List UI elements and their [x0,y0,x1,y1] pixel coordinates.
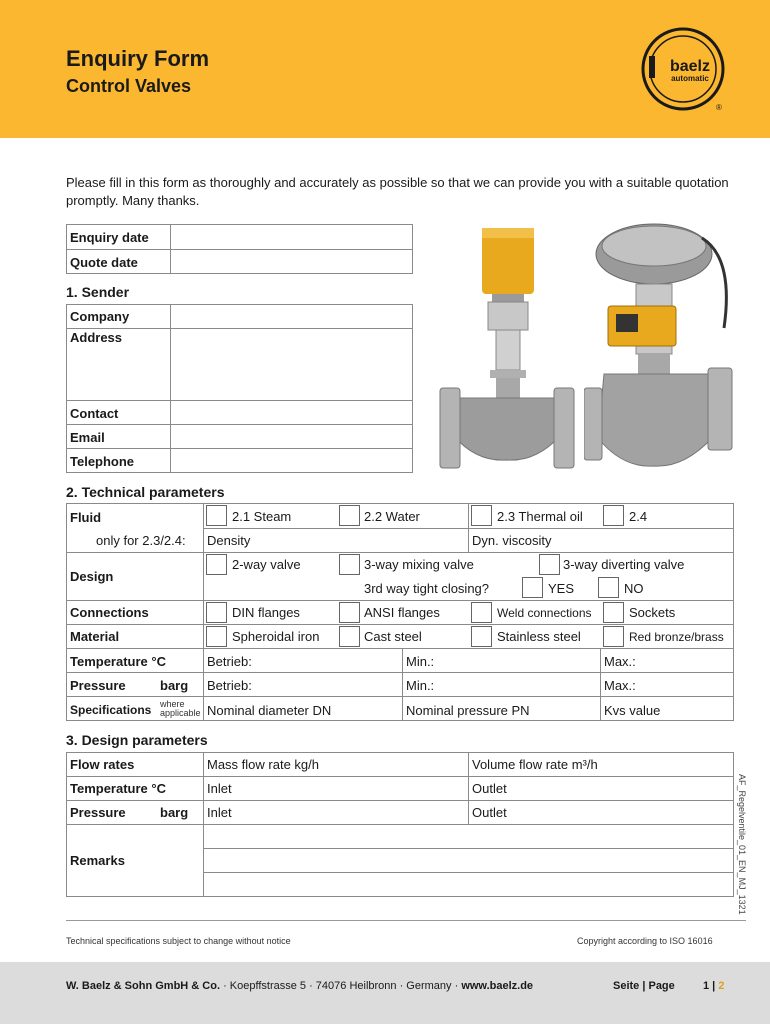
water-option: 2.2 Water [364,509,420,524]
tight-closing-label: 3rd way tight closing? [364,581,490,596]
page-total[interactable]: 2 [718,980,725,992]
telephone-field[interactable] [172,450,410,471]
row-divider [66,424,413,425]
volume-flow-label: Volume flow rate m³/h [472,757,598,772]
dp-pressure-unit: barg [160,805,189,820]
header-band [0,0,770,138]
row-divider [66,249,413,250]
temperature-min-label: Min.: [406,654,435,669]
technical-heading: 2. Technical parameters [66,484,225,500]
where-label: where [160,699,185,709]
remarks-field[interactable] [205,826,731,895]
pressure-label: Pressure [70,678,126,693]
temperature-outlet-label: Outlet [472,781,507,796]
footer-disclaimer: Technical specifications subject to change without notice [66,936,291,946]
col-divider [203,752,204,897]
baelz-logo-icon [640,26,726,112]
two-way-valve-option: 2-way valve [232,557,301,572]
row-divider [66,776,734,777]
fluid-other-option: 2.4 [629,509,648,524]
cast-steel-option: Cast steel [364,629,422,644]
two-way-valve-image [436,222,578,472]
row-divider [66,648,734,649]
dp-temperature-label: Temperature °C [70,781,166,796]
page-title: Enquiry Form [66,46,210,71]
sockets-option: Sockets [629,605,676,620]
tight-closing-no-option: NO [624,581,644,596]
row-divider [66,800,734,801]
two-way-valve-checkbox[interactable] [206,554,227,575]
document-code: AF_Regelventile_01_EN_MJ_1321 [737,774,747,915]
three-way-diverting-option: 3-way diverting valve [563,557,685,572]
col-divider [203,503,204,721]
only-for-label: only for 2.3/2.4: [96,533,186,548]
footer-band [0,962,770,1024]
three-way-diverting-checkbox[interactable] [539,554,560,575]
address-field[interactable] [172,330,410,398]
fluid-label: Fluid [70,510,102,525]
weld-connections-option: Weld connections [497,606,592,620]
page-label: Seite | Page [613,980,675,992]
row-divider [66,448,413,449]
pressure-inlet-label: Inlet [207,805,232,820]
connections-label: Connections [70,605,149,620]
company-address: · Koepffstrasse 5 · 74076 Heilbronn · Germany · [220,980,462,992]
ansi-flanges-option: ANSI flanges [364,605,440,620]
stainless-steel-option: Stainless steel [497,629,581,644]
water-checkbox[interactable] [339,505,360,526]
col-divider [468,752,469,824]
page-separator: | [709,980,719,992]
fluid-other-checkbox[interactable] [603,505,624,526]
page-number [703,980,724,992]
design-params-heading: 3. Design parameters [66,732,208,748]
applicable-label: applicable [160,708,201,718]
stainless-steel-checkbox[interactable] [471,626,492,647]
quote-date-label: Quote date [70,255,138,270]
company-address-line [66,980,533,992]
dp-pressure-label: Pressure [70,805,126,820]
flow-rates-label: Flow rates [70,757,135,772]
page-subtitle: Control Valves [66,76,192,96]
pressure-betrieb-label: Betrieb: [207,678,252,693]
three-way-valve-image [584,218,734,476]
email-label: Email [70,430,105,445]
red-bronze-option: Red bronze/brass [629,630,724,644]
row-divider [66,696,734,697]
steam-checkbox[interactable] [206,505,227,526]
dyn-viscosity-label: Dyn. viscosity [472,533,552,548]
tight-closing-no-checkbox[interactable] [598,577,619,598]
nominal-pn-label: Nominal pressure PN [406,703,530,718]
telephone-label: Telephone [70,454,135,469]
col-divider [170,224,171,274]
din-flanges-checkbox[interactable] [206,602,227,623]
specifications-label: Specifications [70,703,152,717]
row-divider [66,400,413,401]
quote-date-field[interactable] [172,251,410,272]
company-website-link[interactable]: www.baelz.de [461,980,534,992]
email-field[interactable] [172,426,410,447]
pressure-unit: barg [160,678,189,693]
col-divider [170,304,171,473]
density-label: Density [207,533,251,548]
intro-text: Please fill in this form as thoroughly and accurately as possible so that we can provide you with a suitable quotation promptly. Many thanks. [66,175,729,208]
temperature-max-label: Max.: [604,654,636,669]
thermal-oil-checkbox[interactable] [471,505,492,526]
row-divider [66,624,734,625]
row-divider [66,552,734,553]
col-divider [402,648,403,721]
address-label: Address [70,330,123,345]
pressure-outlet-label: Outlet [472,805,507,820]
row-divider [66,600,734,601]
footer-divider [66,920,746,921]
spheroidal-iron-checkbox[interactable] [206,626,227,647]
three-way-mixing-option: 3-way mixing valve [364,557,474,572]
contact-field[interactable] [172,402,410,423]
steam-option: 2.1 Steam [232,509,292,524]
logo-registered: ® [716,103,722,112]
col-divider [468,503,469,552]
material-label: Material [70,629,120,644]
row-divider [66,824,734,825]
row-divider [66,328,413,329]
cast-steel-checkbox[interactable] [339,626,360,647]
footer-copyright: Copyright according to ISO 16016 [577,936,713,946]
row-divider [66,672,734,673]
enquiry-date-label: Enquiry date [70,230,149,245]
pressure-min-label: Min.: [406,678,435,693]
contact-label: Contact [70,406,119,421]
spheroidal-iron-option: Spheroidal iron [232,629,320,644]
tight-closing-yes-option: YES [548,581,575,596]
page-current: 1 [703,980,710,992]
design-label: Design [70,569,114,584]
col-divider [600,648,601,721]
logo-text: baelz [669,58,711,75]
pressure-max-label: Max.: [604,678,636,693]
enquiry-date-field[interactable] [172,226,410,247]
remarks-label: Remarks [70,853,125,868]
temperature-betrieb-label: Betrieb: [207,654,252,669]
din-flanges-option: DIN flanges [232,605,300,620]
logo-subtext: automatic [671,74,709,83]
red-bronze-checkbox[interactable] [603,626,624,647]
sender-heading: 1. Sender [66,284,130,300]
mass-flow-label: Mass flow rate kg/h [207,757,319,772]
temperature-label: Temperature °C [70,654,166,669]
tight-closing-yes-checkbox[interactable] [522,577,543,598]
weld-connections-checkbox[interactable] [471,602,492,623]
three-way-mixing-checkbox[interactable] [339,554,360,575]
company-name: W. Baelz & Sohn GmbH & Co. [66,980,221,992]
ansi-flanges-checkbox[interactable] [339,602,360,623]
thermal-oil-option: 2.3 Thermal oil [497,509,583,524]
sockets-checkbox[interactable] [603,602,624,623]
nominal-dn-label: Nominal diameter DN [207,703,332,718]
company-field[interactable] [172,306,410,327]
temperature-inlet-label: Inlet [207,781,232,796]
company-label: Company [70,309,130,324]
kvs-label: Kvs value [604,703,661,718]
